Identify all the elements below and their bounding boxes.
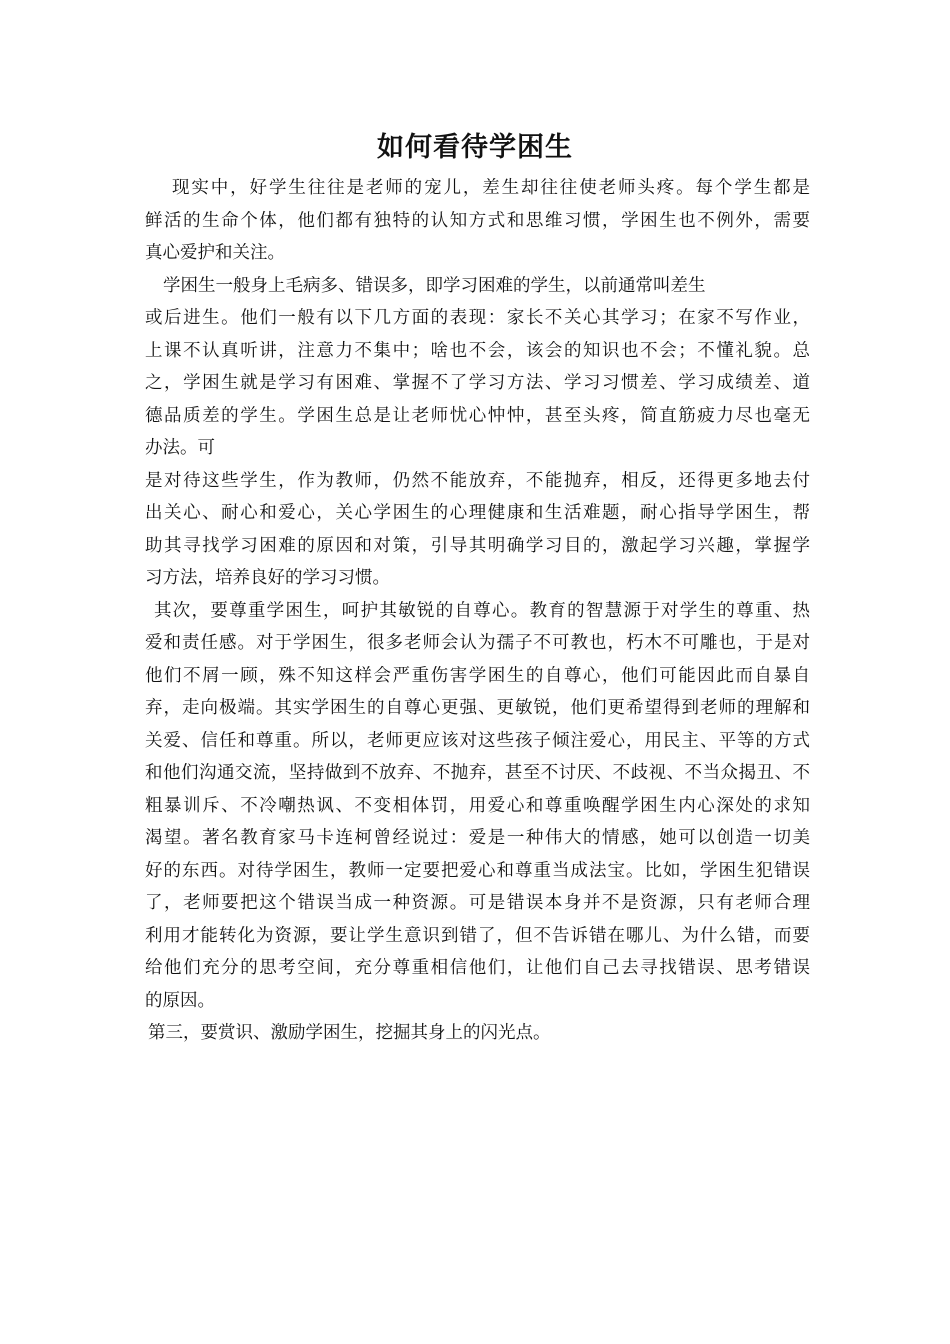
- text-line: 给他们充分的思考空间，充分尊重相信他们，让他们自己去寻找错误、思考错误: [145, 958, 810, 978]
- text-line: 粗暴训斥、不冷嘲热讽、不变相体罚，用爱心和尊重唤醒学困生内心深处的求知: [145, 795, 810, 816]
- text-line: 之，学困生就是学习有困难、掌握不了学习方法、学习习惯差、学习成绩差、道: [145, 373, 810, 393]
- paragraph-3: [145, 465, 810, 595]
- text-line: 渴望。著名教育家马卡连柯曾经说过：爱是一种伟大的情感，她可以创造一切美: [145, 828, 810, 848]
- text-line: 好的东西。对待学困生，教师一定要把爱心和尊重当成法宝。比如，学困生犯错误: [145, 860, 810, 881]
- text-line: 爱和责任感。对于学困生，很多老师会认为孺子不可教也，朽木不可雕也，于是对: [145, 633, 810, 653]
- text-line: 或后进生。他们一般有以下几方面的表现：家长不关心其学习；在家不写作业，: [145, 308, 810, 328]
- text-line: 弃，走向极端。其实学困生的自尊心更强、更敏锐，他们更希望得到老师的理解和: [145, 698, 810, 718]
- paragraph-5: [145, 1017, 810, 1050]
- paragraph-1: [145, 172, 810, 270]
- text-line: 学困生一般身上毛病多、错误多，即学习困难的学生，以前通常叫差生: [163, 275, 706, 296]
- text-line: 了，老师要把这个错误当成一种资源。可是错误本身并不是资源，只有老师合理: [145, 893, 810, 913]
- text-line: 习方法，培养良好的学习习惯。: [145, 568, 390, 588]
- paragraph-2: [145, 270, 810, 465]
- text-line: 利用才能转化为资源，要让学生意识到错了，但不告诉错在哪儿、为什么错，而要: [145, 925, 810, 946]
- text-line: 德品质差的学生。学困生总是让老师忧心忡忡，甚至头疼，简直筋疲力尽也毫无: [145, 405, 810, 426]
- text-line: 他们不屑一顾，殊不知这样会严重伤害学困生的自尊心，他们可能因此而自暴自: [145, 665, 810, 686]
- text-line: 关爱、信任和尊重。所以，老师更应该对这些孩子倾注爱心，用民主、平等的方式: [145, 730, 810, 751]
- text-line: 鲜活的生命个体，他们都有独特的认知方式和思维习惯，学困生也不例外，需要: [145, 210, 810, 231]
- text-line: 现实中，好学生往往是老师的宠儿，差生却往往使老师头疼。每个学生都是: [172, 178, 810, 198]
- text-line: 和他们沟通交流，坚持做到不放弃、不抛弃，甚至不讨厌、不歧视、不当众揭丑、不: [145, 763, 810, 783]
- text-line: 办法。可: [145, 438, 215, 458]
- paragraph-4: [145, 595, 810, 1018]
- text-line: 其次，要尊重学困生，呵护其敏锐的自尊心。教育的智慧源于对学生的尊重、热: [154, 600, 810, 621]
- text-line: 第三，要赏识、激励学困生，挖掘其身上的闪光点。: [148, 1023, 551, 1043]
- text-line: 助其寻找学习困难的原因和对策，引导其明确学习目的，激起学习兴趣，掌握学: [145, 535, 810, 556]
- text-line: 真心爱护和关注。: [145, 243, 285, 263]
- text-line: 的原因。: [145, 990, 215, 1011]
- text-line: 出关心、耐心和爱心，关心学困生的心理健康和生活难题，耐心指导学困生，帮: [145, 503, 810, 523]
- document-body: [145, 172, 810, 1050]
- text-line: 上课不认真听讲，注意力不集中；啥也不会，该会的知识也不会；不懂礼貌。总: [145, 340, 810, 361]
- document-title: 如何看待学困生: [377, 132, 573, 163]
- text-line: 是对待这些学生，作为教师，仍然不能放弃，不能抛弃，相反，还得更多地去付: [145, 470, 810, 491]
